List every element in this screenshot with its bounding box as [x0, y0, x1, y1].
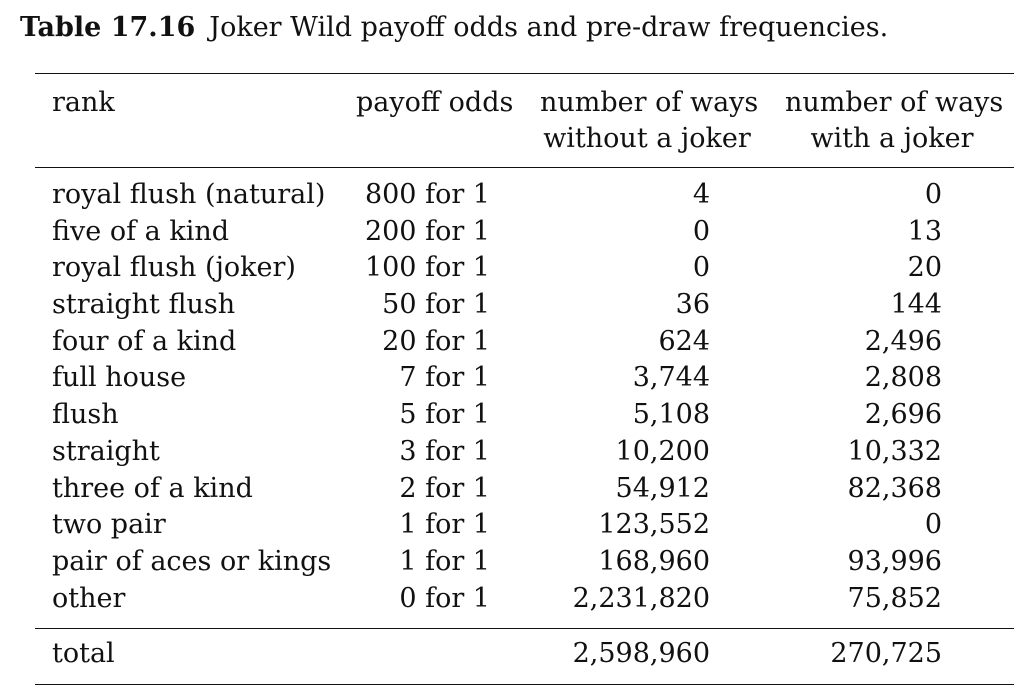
header-with-joker-line1: number of ways [785, 87, 1004, 118]
table-row [0, 360, 1024, 397]
cell-rank: royal flush (joker) [52, 252, 296, 284]
cell-without-joker: 3,744 [632, 362, 710, 394]
caption-text: Joker Wild payoff odds and pre-draw frequencies. [209, 12, 889, 43]
cell-without-joker: 168,960 [598, 545, 710, 577]
table-row [0, 214, 1024, 251]
cell-payoff: 200 for 1 [364, 215, 490, 247]
table-row [0, 544, 1024, 581]
cell-with-joker: 20 [907, 252, 942, 284]
cell-payoff: 5 for 1 [399, 399, 490, 431]
cell-with-joker: 82,368 [847, 472, 942, 504]
header-rank: rank [52, 87, 115, 118]
cell-without-joker: 36 [675, 289, 710, 321]
cell-rank: full house [52, 362, 187, 394]
cell-payoff: 50 for 1 [382, 289, 490, 321]
table-row [0, 324, 1024, 361]
cell-rank: flush [52, 399, 119, 431]
cell-without-joker: 123,552 [598, 509, 710, 541]
header-rule [35, 167, 1014, 168]
cell-with-joker: 2,696 [864, 399, 942, 431]
top-rule [35, 73, 1014, 74]
header-with-joker [785, 85, 1004, 157]
table-body [0, 177, 1024, 617]
cell-without-joker: 5,108 [632, 399, 710, 431]
cell-without-joker: 2,231,820 [572, 582, 710, 614]
total-label: total [52, 638, 115, 669]
cell-payoff: 7 for 1 [399, 362, 490, 394]
cell-rank: two pair [52, 509, 166, 541]
cell-payoff: 1 for 1 [399, 545, 490, 577]
bottom-rule [35, 684, 1014, 685]
header-payoff-odds: payoff odds [356, 87, 514, 118]
cell-with-joker: 2,808 [864, 362, 942, 394]
cell-without-joker: 624 [658, 325, 710, 357]
table-row [0, 397, 1024, 434]
cell-without-joker: 0 [692, 215, 710, 247]
cell-without-joker: 54,912 [615, 472, 710, 504]
cell-payoff: 3 for 1 [399, 435, 490, 467]
cell-rank: straight flush [52, 289, 236, 321]
table-row [0, 471, 1024, 508]
cell-with-joker: 0 [924, 179, 942, 210]
cell-without-joker: 0 [692, 252, 710, 284]
cell-with-joker: 93,996 [847, 545, 942, 577]
cell-rank: five of a kind [52, 215, 230, 247]
table-row [0, 507, 1024, 544]
cell-rank: pair of aces or kings [52, 545, 332, 577]
cell-with-joker: 75,852 [847, 582, 942, 614]
cell-rank: four of a kind [52, 325, 237, 357]
caption-label: Table 17.16 [20, 12, 196, 43]
cell-without-joker: 4 [692, 179, 710, 210]
table-row [0, 581, 1024, 618]
cell-payoff: 800 for 1 [364, 179, 490, 210]
header-without-joker-line1: number of ways [540, 87, 759, 118]
header-without-joker-line2: without a joker [543, 123, 751, 154]
total-without-joker: 2,598,960 [572, 638, 710, 669]
cell-rank: three of a kind [52, 472, 253, 504]
cell-payoff: 2 for 1 [399, 472, 490, 504]
table-row [0, 250, 1024, 287]
header-with-joker-line2: with a joker [810, 123, 974, 154]
cell-rank: other [52, 582, 126, 614]
cell-with-joker: 144 [890, 289, 942, 321]
cell-rank: royal flush (natural) [52, 179, 326, 210]
total-rule [35, 628, 1014, 629]
table-caption [20, 10, 888, 46]
header-without-joker [540, 85, 759, 157]
cell-with-joker: 0 [924, 509, 942, 541]
table-row [0, 434, 1024, 471]
cell-with-joker: 10,332 [847, 435, 942, 467]
table-row [0, 287, 1024, 324]
cell-payoff: 1 for 1 [399, 509, 490, 541]
cell-rank: straight [52, 435, 160, 467]
cell-payoff: 100 for 1 [364, 252, 490, 284]
cell-payoff: 20 for 1 [382, 325, 490, 357]
cell-with-joker: 13 [907, 215, 942, 247]
cell-with-joker: 2,496 [864, 325, 942, 357]
cell-without-joker: 10,200 [615, 435, 710, 467]
table-row [0, 177, 1024, 214]
total-with-joker: 270,725 [830, 638, 942, 669]
cell-payoff: 0 for 1 [399, 582, 490, 614]
